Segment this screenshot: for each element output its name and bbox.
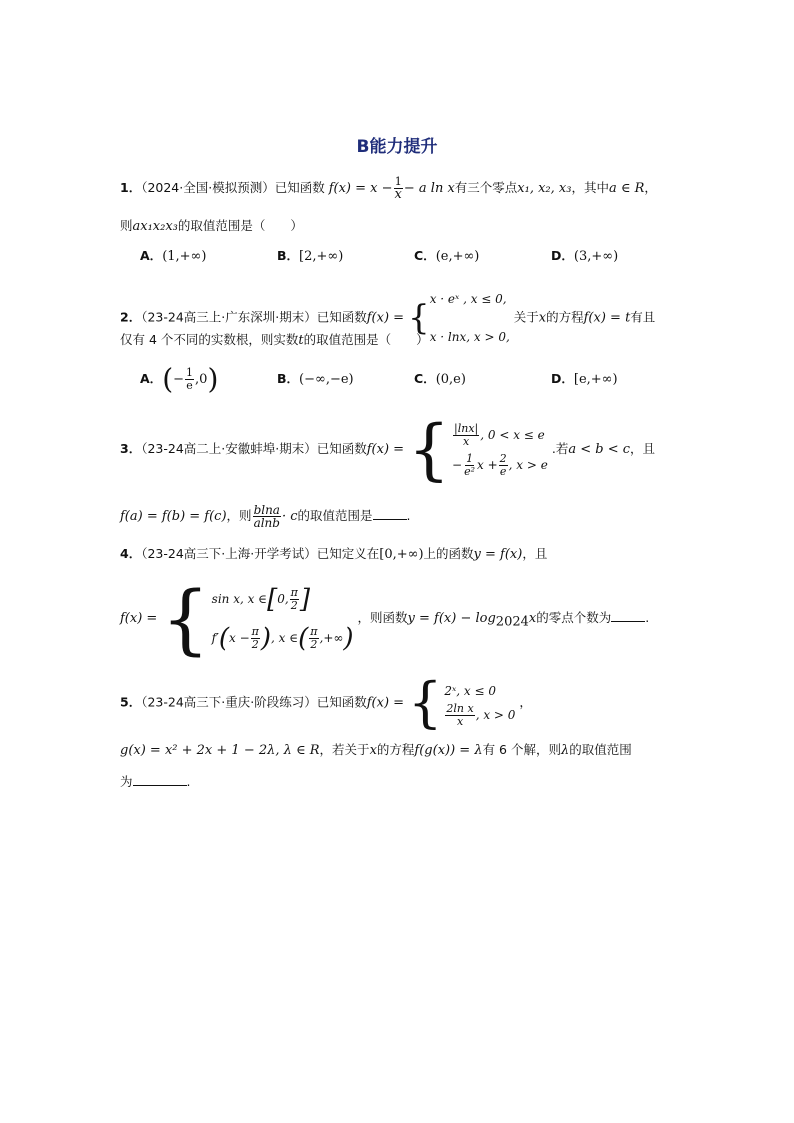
q2-option-d-label: D． — [551, 371, 574, 386]
q4-case2-arg: x − — [228, 630, 250, 645]
q4-text3: ，且 — [522, 546, 548, 561]
q5-line3 — [120, 772, 191, 792]
q2-text: 已知函数 — [316, 309, 367, 325]
q2-brace: { — [408, 298, 430, 338]
q2-text3: 的方程 — [546, 309, 584, 325]
q3-case2-tail: , x > e — [508, 457, 548, 472]
q3-text3: ，且 — [630, 441, 656, 456]
q1-expression: ax₁x₂x₃ — [132, 219, 178, 234]
q3-line1 — [120, 410, 656, 488]
q3-end: . — [406, 508, 411, 523]
q3-number: 3． — [120, 441, 142, 456]
q2-option-a-label: A． — [140, 371, 163, 386]
q1-text: 已知函数 — [274, 180, 325, 195]
q2-var-t: t — [298, 333, 304, 348]
q1-text3: ，其中 — [571, 180, 609, 195]
q4-gfun: y = f(x) − log — [407, 611, 496, 626]
q3-cases — [452, 420, 548, 480]
q1-text4: ， — [644, 180, 657, 195]
q4-case2-frac1 — [251, 626, 260, 651]
q5-case2-den: x — [456, 714, 464, 728]
q3-case2-den2: e — [499, 464, 507, 478]
q3-expr-den: alnb — [253, 516, 280, 530]
q1-option-b[interactable] — [277, 246, 414, 267]
q3-case2-num2: 2 — [499, 451, 507, 465]
q1-option-a-value: (1,+∞) — [162, 249, 207, 264]
q4-text4: ，则函数 — [357, 610, 408, 625]
q4-domain: [0,+∞) — [379, 547, 424, 562]
q4-case2-interval-right: ) — [343, 623, 354, 653]
q3-source: （23-24高二上·安徽蚌埠·期末） — [141, 441, 317, 456]
q4-case2-interval-left: ( — [298, 623, 309, 653]
q1-line2-post: 的取值范围是（ ） — [177, 218, 303, 233]
q2-option-b-label: B． — [277, 371, 300, 386]
q3-answer-blank[interactable] — [373, 507, 407, 520]
q1-line1 — [120, 176, 657, 201]
q2-option-d-value: [e,+∞) — [573, 372, 618, 387]
q4-line2 — [120, 573, 650, 665]
q4-line1 — [120, 544, 547, 565]
q3-text2: .若 — [551, 441, 569, 456]
q5-line2-text1: ，若关于 — [319, 742, 370, 757]
q2-option-a-paren-left: ( — [162, 362, 174, 396]
q4-log-base: 2024 — [495, 614, 529, 630]
q5-cases — [444, 679, 515, 728]
q2-var: x — [538, 310, 547, 326]
q5-line2 — [120, 740, 632, 761]
q3-text: 已知函数 — [316, 441, 367, 456]
q3-case2-num1: 1 — [466, 451, 474, 465]
q4-case2-paren-right: ) — [260, 623, 272, 653]
q2-equation: f(x) = t — [583, 310, 631, 326]
q2-case2: x · lnx, x > 0, — [429, 330, 510, 344]
q1-text2: 有三个零点 — [454, 180, 518, 195]
q2-option-b-value: (−∞,−e) — [299, 372, 354, 387]
q5-line2-text4: 的取值范围 — [569, 742, 632, 757]
q5-line2-text3: 有 6 个解，则 — [482, 742, 561, 757]
q1-frac-num: 1 — [394, 175, 402, 188]
q5-number: 5． — [120, 694, 142, 710]
q5-text: 已知函数 — [316, 694, 367, 710]
q5-piecewise — [408, 671, 516, 734]
q2-option-d[interactable] — [551, 362, 688, 397]
q4-case1 — [212, 580, 354, 619]
q1-condition: a ∈ R — [608, 181, 645, 196]
q2-line2-post: 的取值范围是（ ） — [303, 332, 429, 347]
q1-source: （2024·全国·模拟预测） — [141, 180, 275, 195]
q4-case2-pi1: π — [251, 624, 259, 638]
q5-var: x — [369, 743, 377, 758]
q3-equation: f(a) = f(b) = f(c) — [120, 509, 227, 524]
q2-number: 2． — [120, 309, 142, 325]
q1-option-a[interactable] — [140, 246, 277, 267]
q2-option-a-post: ,0 — [195, 372, 208, 387]
q4-case2-pi2: π — [310, 624, 318, 638]
q3-case1 — [452, 420, 548, 450]
q4-case2-two2: 2 — [310, 637, 318, 651]
q2-option-b[interactable] — [277, 362, 414, 397]
q3-case1-den: x — [463, 434, 470, 448]
q4-answer-blank[interactable] — [611, 609, 645, 622]
q4-fx: f(x) = — [120, 611, 158, 626]
q3-fx: f(x) = — [366, 442, 405, 457]
q2-option-a-minus: − — [173, 372, 185, 387]
q3-expr-num: blna — [253, 503, 280, 517]
q4-case1-text: sin x, x ∈ — [211, 592, 268, 606]
q3-case2-den1: e² — [464, 464, 476, 478]
q1-option-b-value: [2,+∞) — [299, 249, 344, 264]
q2-cases — [430, 280, 510, 356]
q1-option-d[interactable] — [551, 246, 688, 267]
q1-options — [140, 246, 688, 267]
q5-brace: { — [408, 671, 443, 734]
q3-case1-tail: , 0 < x ≤ e — [480, 427, 545, 442]
q2-option-c-label: C． — [414, 371, 436, 386]
q3-case2-minus: − — [452, 457, 463, 472]
q2-option-c[interactable] — [414, 362, 551, 397]
q5-source: （23-24高三下·重庆·阶段练习） — [141, 694, 317, 710]
q4-case2-two1: 2 — [251, 637, 259, 651]
q4-piecewise — [161, 573, 354, 663]
q5-case2-frac — [445, 703, 474, 728]
q1-function-tail: − a ln x — [403, 181, 455, 196]
q2-option-a-num: 1 — [186, 366, 194, 379]
q2-options — [140, 362, 688, 397]
q2-source: （23-24高三上·广东深圳·期末） — [141, 309, 317, 325]
q2-option-c-value: (0,e) — [435, 372, 466, 387]
q1-option-d-label: D． — [551, 248, 574, 263]
q1-option-c-label: C． — [414, 248, 436, 263]
q4-case2-interval-post: ,+∞ — [319, 630, 344, 645]
q3-case1-frac — [453, 423, 479, 448]
q3-brace: { — [408, 410, 451, 488]
q5-g-function: g(x) = x² + 2x + 1 − 2λ, λ ∈ R — [120, 743, 320, 758]
q1-option-d-value: (3,+∞) — [573, 249, 619, 264]
q2-text4: 有且 — [630, 309, 656, 325]
q1-fraction — [394, 176, 403, 201]
q5-line1 — [120, 671, 532, 734]
q4-case2-frac2 — [309, 626, 318, 651]
q1-option-c[interactable] — [414, 246, 551, 267]
q3-line2-post: 的取值范围是 — [297, 508, 373, 523]
q5-case2-num: 2ln x — [446, 701, 474, 715]
q5-end: . — [186, 774, 191, 789]
q4-case1-bracket-right: ] — [299, 584, 311, 615]
q4-case2-fprime: f′ — [211, 630, 219, 645]
q1-number: 1． — [120, 180, 142, 195]
q5-line2-text2: 的方程 — [376, 742, 415, 757]
q4-end: . — [645, 610, 650, 625]
q4-case1-two: 2 — [290, 599, 298, 612]
q2-line2 — [120, 330, 429, 351]
q5-fx: f(x) = — [366, 695, 405, 711]
q1-line2 — [120, 216, 303, 237]
q2-line2-text: 仅有 4 个不同的实数根，则实数 — [120, 332, 299, 347]
q1-option-c-value: (e,+∞) — [435, 249, 480, 264]
q1-zeros: x₁, x₂, x₃ — [517, 181, 572, 196]
q5-case2-tail: , x > 0 — [475, 707, 516, 722]
q4-case1-interval: 0, — [277, 592, 289, 606]
q1-option-b-label: B． — [277, 248, 300, 263]
q4-text2: 上的函数 — [423, 546, 474, 561]
q3-expr-tail: · c — [281, 509, 298, 524]
q1-line2-pre: 则 — [120, 218, 133, 233]
q2-text2: 关于 — [513, 309, 539, 325]
q3-condition: a < b < c — [568, 442, 630, 457]
q4-yf: y = f(x) — [473, 547, 523, 562]
q4-source: （23-24高三下·上海·开学考试） — [141, 546, 317, 561]
q2-option-a-paren-right: ) — [207, 362, 219, 396]
q5-line3-text: 为 — [120, 774, 133, 789]
q5-case1: 2ˣ, x ≤ 0 — [444, 683, 497, 698]
q3-case1-num: |lnx| — [454, 421, 479, 435]
q1-option-a-label: A． — [140, 248, 163, 263]
q4-text5: 的零点个数为 — [536, 610, 612, 625]
q3-case2-frac1 — [463, 453, 476, 478]
q5-text2: ， — [519, 694, 532, 710]
q4-case2 — [212, 619, 354, 658]
q4-case1-frac — [290, 587, 299, 612]
q2-option-a-den: e — [186, 379, 193, 392]
q3-line2-text: ，则 — [226, 508, 252, 523]
q4-number: 4． — [120, 546, 142, 561]
page-title: B能力提升 — [356, 137, 438, 157]
q3-line2 — [120, 500, 411, 533]
q5-lambda: λ — [560, 743, 570, 758]
q4-gfun-tail: x — [528, 611, 537, 626]
q5-case2 — [444, 703, 515, 728]
q4-cases — [212, 580, 354, 657]
q1-frac-den: x — [394, 187, 402, 202]
q4-case1-bracket-left: [ — [267, 584, 278, 615]
q4-case2-mid: , x ∈ — [271, 630, 299, 645]
q3-case2 — [452, 450, 548, 480]
q1-function: f(x) = x − — [328, 181, 393, 196]
q5-answer-blank[interactable] — [133, 773, 187, 786]
q3-expr-frac — [253, 504, 281, 529]
q4-case2-paren-left: ( — [218, 623, 229, 653]
q2-case1: x · eˣ , x ≤ 0, — [429, 292, 507, 306]
q5-equation: f(g(x)) = λ — [414, 743, 483, 758]
q3-case2-mid: x + — [477, 457, 498, 472]
q2-option-a[interactable] — [140, 362, 277, 397]
q3-case2-frac2 — [499, 453, 508, 478]
q4-text: 已知定义在 — [316, 546, 380, 561]
q4-case1-pi: π — [290, 586, 298, 599]
q4-brace: { — [161, 573, 210, 663]
q2-option-a-fraction — [185, 367, 194, 392]
q2-fx: f(x) = — [366, 310, 405, 326]
q3-piecewise — [408, 410, 548, 488]
